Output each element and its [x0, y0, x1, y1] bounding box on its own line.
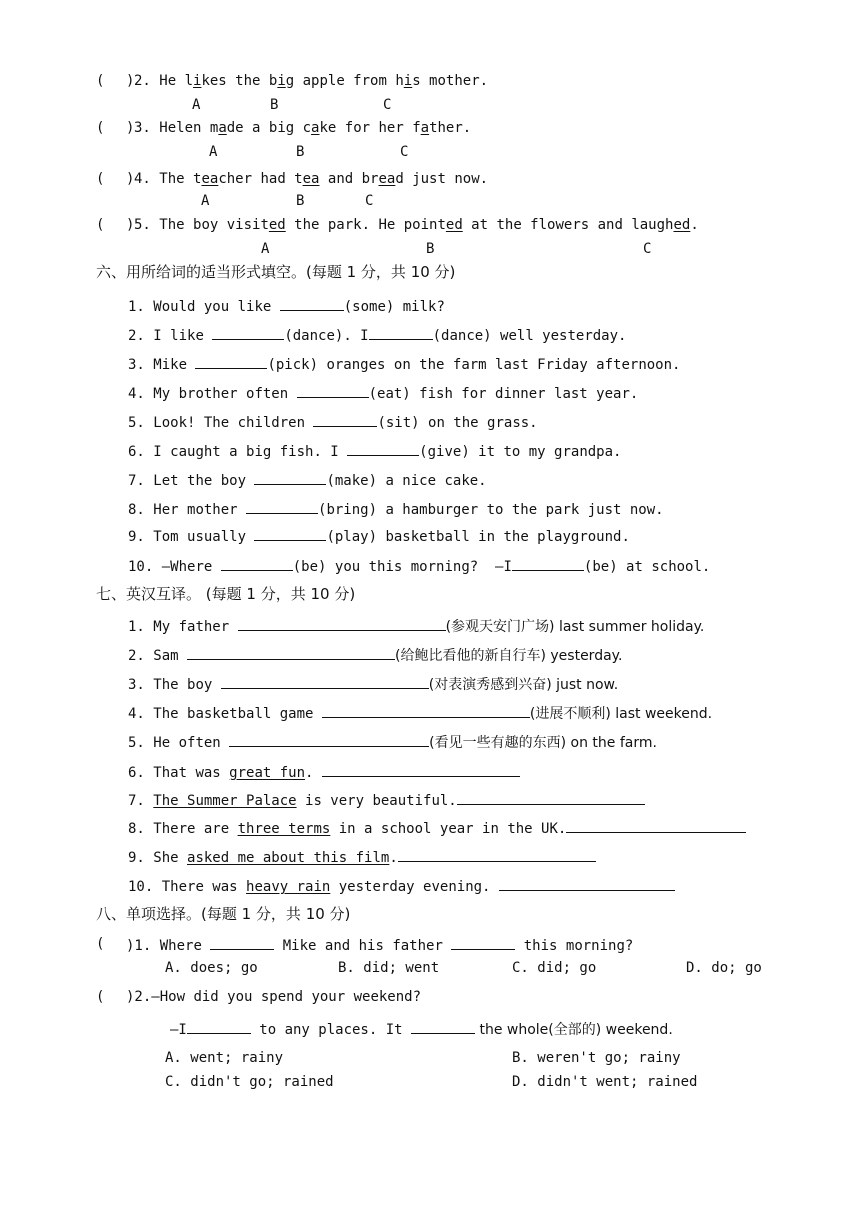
option-label-b: B [296, 193, 305, 209]
answer-blank[interactable] [451, 935, 515, 950]
translate-item: 9. She asked me about this film. [128, 847, 596, 867]
answer-paren-close: ) [126, 217, 135, 233]
answer-paren-open: ( [96, 217, 105, 233]
option-label-c: C [400, 144, 409, 160]
fill-item: 8. Her mother (bring) a hamburger to the park just now. [128, 499, 664, 519]
translate-item: 2. Sam (给鲍比看他的新自行车) yesterday. [128, 645, 622, 665]
option-label-a: A [209, 144, 218, 160]
option-d[interactable]: D. do; go [686, 960, 762, 976]
answer-blank[interactable] [195, 354, 267, 369]
answer-paren-close: ) [126, 73, 135, 89]
option-a[interactable]: A. does; go [165, 960, 258, 976]
answer-blank[interactable] [499, 876, 675, 891]
fill-item: 1. Would you like (some) milk? [128, 296, 445, 316]
option-b[interactable]: B. did; went [338, 960, 440, 976]
option-label-a: A [261, 241, 270, 257]
question-text: )1. Where Mike and his father this morning? [126, 935, 633, 955]
option-d[interactable]: D. didn't went; rained [512, 1074, 698, 1090]
translate-item: 8. There are three terms in a school year in the UK. [128, 818, 746, 838]
answer-blank[interactable] [229, 732, 429, 747]
question-text: 5. The boy visited the park. He pointed at the flowers and laughed. [134, 217, 699, 233]
question-text: 3. Helen made a big cake for her father. [134, 120, 472, 136]
answer-blank[interactable] [238, 616, 446, 631]
option-b[interactable]: B. weren't go; rainy [512, 1050, 681, 1066]
question-text: 2. He likes the big apple from his mother. [134, 73, 489, 89]
answer-paren-open: ( [96, 73, 105, 89]
translate-item: 10. There was heavy rain yesterday evening. [128, 876, 675, 896]
translate-item: 6. That was great fun. [128, 762, 520, 782]
question-text: —I to any places. It the whole(全部的) weekend. [170, 1019, 673, 1039]
fill-item: 5. Look! The children (sit) on the grass. [128, 412, 538, 432]
answer-blank[interactable] [457, 790, 645, 805]
translate-item: 3. The boy (对表演秀感到兴奋) just now. [128, 674, 618, 694]
option-label-b: B [296, 144, 305, 160]
answer-blank[interactable] [398, 847, 596, 862]
fill-item: 6. I caught a big fish. I (give) it to my grandpa. [128, 441, 621, 461]
option-a[interactable]: A. went; rainy [165, 1050, 284, 1066]
answer-blank[interactable] [221, 674, 429, 689]
answer-blank[interactable] [246, 499, 318, 514]
option-label-c: C [365, 193, 374, 209]
answer-paren-close: ) [126, 120, 135, 136]
answer-blank[interactable] [187, 645, 395, 660]
section6-title: 六、用所给词的适当形式填空。(每题 1 分，共 10 分) [96, 263, 456, 281]
answer-blank[interactable] [347, 441, 419, 456]
option-c[interactable]: C. didn't go; rained [165, 1074, 334, 1090]
section8-title: 八、单项选择。(每题 1 分，共 10 分) [96, 905, 351, 923]
fill-item: 9. Tom usually (play) basketball in the playground. [128, 526, 630, 546]
answer-blank[interactable] [280, 296, 344, 311]
option-label-c: C [643, 241, 652, 257]
answer-blank[interactable] [297, 383, 369, 398]
question-stem: )2.—How did you spend your weekend? [126, 989, 422, 1005]
answer-paren-open: ( [96, 989, 105, 1005]
translate-item: 5. He often (看见一些有趣的东西) on the farm. [128, 732, 657, 752]
answer-blank[interactable] [512, 556, 584, 571]
fill-item: 2. I like (dance). I (dance) well yesterday. [128, 325, 626, 345]
answer-blank[interactable] [566, 818, 746, 833]
option-c[interactable]: C. did; go [512, 960, 597, 976]
answer-paren-open: ( [96, 171, 105, 187]
answer-paren-open: ( [96, 936, 105, 952]
answer-paren-close: ) [126, 171, 135, 187]
option-label-a: A [201, 193, 210, 209]
fill-item: 10. —Where (be) you this morning? —I (be) at school. [128, 556, 710, 576]
answer-blank[interactable] [210, 935, 274, 950]
option-label-a: A [192, 97, 201, 113]
answer-blank[interactable] [322, 762, 520, 777]
fill-item: 3. Mike (pick) oranges on the farm last Friday afternoon. [128, 354, 680, 374]
answer-blank[interactable] [322, 703, 530, 718]
answer-blank[interactable] [254, 526, 326, 541]
option-label-b: B [270, 97, 279, 113]
fill-item: 4. My brother often (eat) fish for dinner last year. [128, 383, 638, 403]
fill-item: 7. Let the boy (make) a nice cake. [128, 470, 487, 490]
answer-blank[interactable] [187, 1019, 251, 1034]
translate-item: 7. The Summer Palace is very beautiful. [128, 790, 645, 810]
option-label-b: B [426, 241, 435, 257]
answer-blank[interactable] [254, 470, 326, 485]
section7-title: 七、英汉互译。 (每题 1 分，共 10 分) [96, 585, 356, 603]
question-text: 4. The teacher had tea and bread just now. [134, 171, 489, 187]
option-label-c: C [383, 97, 392, 113]
answer-blank[interactable] [212, 325, 284, 340]
answer-blank[interactable] [411, 1019, 475, 1034]
answer-blank[interactable] [369, 325, 433, 340]
answer-paren-open: ( [96, 120, 105, 136]
translate-item: 4. The basketball game (进展不顺利) last weekend. [128, 703, 712, 723]
answer-blank[interactable] [221, 556, 293, 571]
answer-blank[interactable] [313, 412, 377, 427]
translate-item: 1. My father (参观天安门广场) last summer holiday. [128, 616, 704, 636]
